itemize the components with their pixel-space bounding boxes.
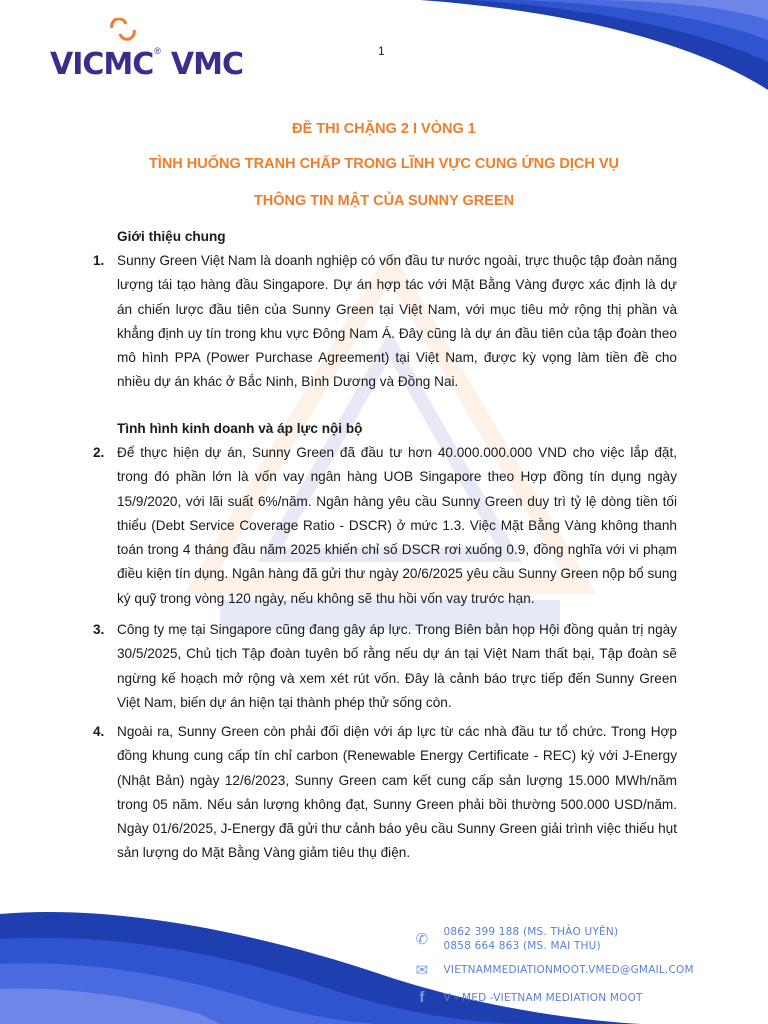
list-item-text: Để thực hiện dự án, Sunny Green đã đầu tư hơn 40.000.000.000 VND cho việc lắp đặt, trong đó phần lớn là vốn vay ngân hàng UOB Singapore theo Hợp đồng tín dụng ngày 15/9/2020, với lãi suất 6%/năm. Ngân hàng yêu cầu Sunny Green duy trì tỷ lệ dòng tiền tối thiểu (Debt Service Coverage Ratio - DSCR) ở mức 1.3. Việc Mặt Bằng Vàng không thanh toán trong 4 tháng đầu năm 2025 khiến chỉ số DSCR rơi xuống 0.9, đồng nghĩa với vi phạm điều kiện tín dụng. Ngân hàng đã gửi thư ngày 20/6/2025 yêu cầu Sunny Green nộp bổ sung ký quỹ trong vòng 120 ngày, nếu không sẽ thu hồi vốn vay trước hạn. bbox=[117, 445, 677, 606]
list-item-number: 4. bbox=[93, 724, 105, 739]
logo-mark-icon bbox=[108, 18, 138, 42]
brand-logo bbox=[50, 20, 243, 82]
email-icon: ✉ bbox=[415, 961, 429, 979]
bottom-wave-decoration bbox=[0, 864, 768, 1024]
exam-title: ĐỀ THI CHẶNG 2 I VÒNG 1 bbox=[292, 121, 476, 137]
list-item-number: 3. bbox=[93, 622, 105, 637]
list-item-number: 2. bbox=[93, 445, 105, 460]
list-item-text: Công ty mẹ tại Singapore cũng đang gây áp lực. Trong Biên bản họp Hội đồng quản trị ngày 30/5/2025, Chủ tịch Tập đoàn tuyên bố rằng nếu dự án tại Việt Nam thất bại, Tập đoàn sẽ ngừng kế hoạch mở rộng và xem xét rút vốn. Đây là cảnh báo trực tiếp đến Sunny Green Việt Nam, biến dự án hiện tại thành phép thử sống còn. bbox=[117, 622, 677, 710]
phone-1[interactable]: 0862 399 188 (MS. THẢO UYÊN) bbox=[443, 926, 619, 938]
page-number: 1 bbox=[378, 44, 385, 58]
phone-2[interactable]: 0858 664 863 (MS. MAI THU) bbox=[443, 940, 601, 952]
logo-trademark: ® bbox=[154, 46, 161, 56]
facebook-icon: f bbox=[419, 989, 425, 1006]
contact-facebook bbox=[412, 989, 643, 1006]
section-title-intro: Giới thiệu chung bbox=[117, 229, 226, 244]
list-item-text: Ngoài ra, Sunny Green còn phải đối diện với áp lực từ các nhà đầu tư tổ chức. Trong Hợp đồng khung cung cấp tín chỉ carbon (Renewable Energy Certificate - REC) ký với J-Energy (Nhật Bản) ngày 12/6/2023, Sunny Green cam kết cung cấp sản lượng 15.000 MWh/năm trong 05 năm. Nếu sản lượng không đạt, Sunny Green phải bồi thường 500.000 USD/năm. Ngày 01/6/2025, J-Energy đã gửi thư cảnh báo yêu cầu Sunny Green giải trình việc thiếu hụt sản lượng do Mặt Bằng Vàng giảm tiêu thụ điện. bbox=[117, 724, 677, 861]
list-item-number: 1. bbox=[93, 253, 105, 268]
facebook-page[interactable]: V - MED -VIETNAM MEDIATION MOOT bbox=[443, 991, 643, 1004]
logo-vicmc: VICMC bbox=[50, 47, 154, 82]
list-item-4 bbox=[93, 720, 677, 866]
case-title: TÌNH HUỐNG TRANH CHẤP TRONG LĨNH VỰC CUNG ỨNG DỊCH VỤ bbox=[148, 156, 620, 172]
list-item-text: Sunny Green Việt Nam là doanh nghiệp có vốn đầu tư nước ngoài, trực thuộc tập đoàn năng lượng tái tạo hàng đầu Singapore. Dự án hợp tác với Mặt Bằng Vàng được xác định là dự án chiến lược đầu tiên của Sunny Green tại Việt Nam, với mục tiêu mở rộng thị phần và khẳng định uy tín trong khu vực Đông Nam Á. Đây cũng là dự án đầu tiên của tập đoàn theo mô hình PPA (Power Purchase Agreement) tại Việt Nam, được kỳ vọng làm tiền đề cho nhiều dự án khác ở Bắc Ninh, Bình Dương và Đồng Nai. bbox=[117, 253, 677, 390]
contact-phone bbox=[412, 925, 618, 953]
contact-email bbox=[412, 961, 694, 979]
list-item-2 bbox=[93, 441, 677, 611]
confidential-title: THÔNG TIN MẬT CỦA SUNNY GREEN bbox=[253, 193, 515, 209]
logo-vmc: VMC bbox=[170, 47, 244, 82]
section-title-business: Tình hình kinh doanh và áp lực nội bộ bbox=[117, 421, 363, 436]
email-address[interactable]: VIETNAMMEDIATIONMOOT.VMED@GMAIL.COM bbox=[443, 964, 694, 976]
list-item-3 bbox=[93, 618, 677, 715]
phone-icon: ✆ bbox=[415, 930, 429, 948]
list-item-1 bbox=[93, 249, 677, 395]
